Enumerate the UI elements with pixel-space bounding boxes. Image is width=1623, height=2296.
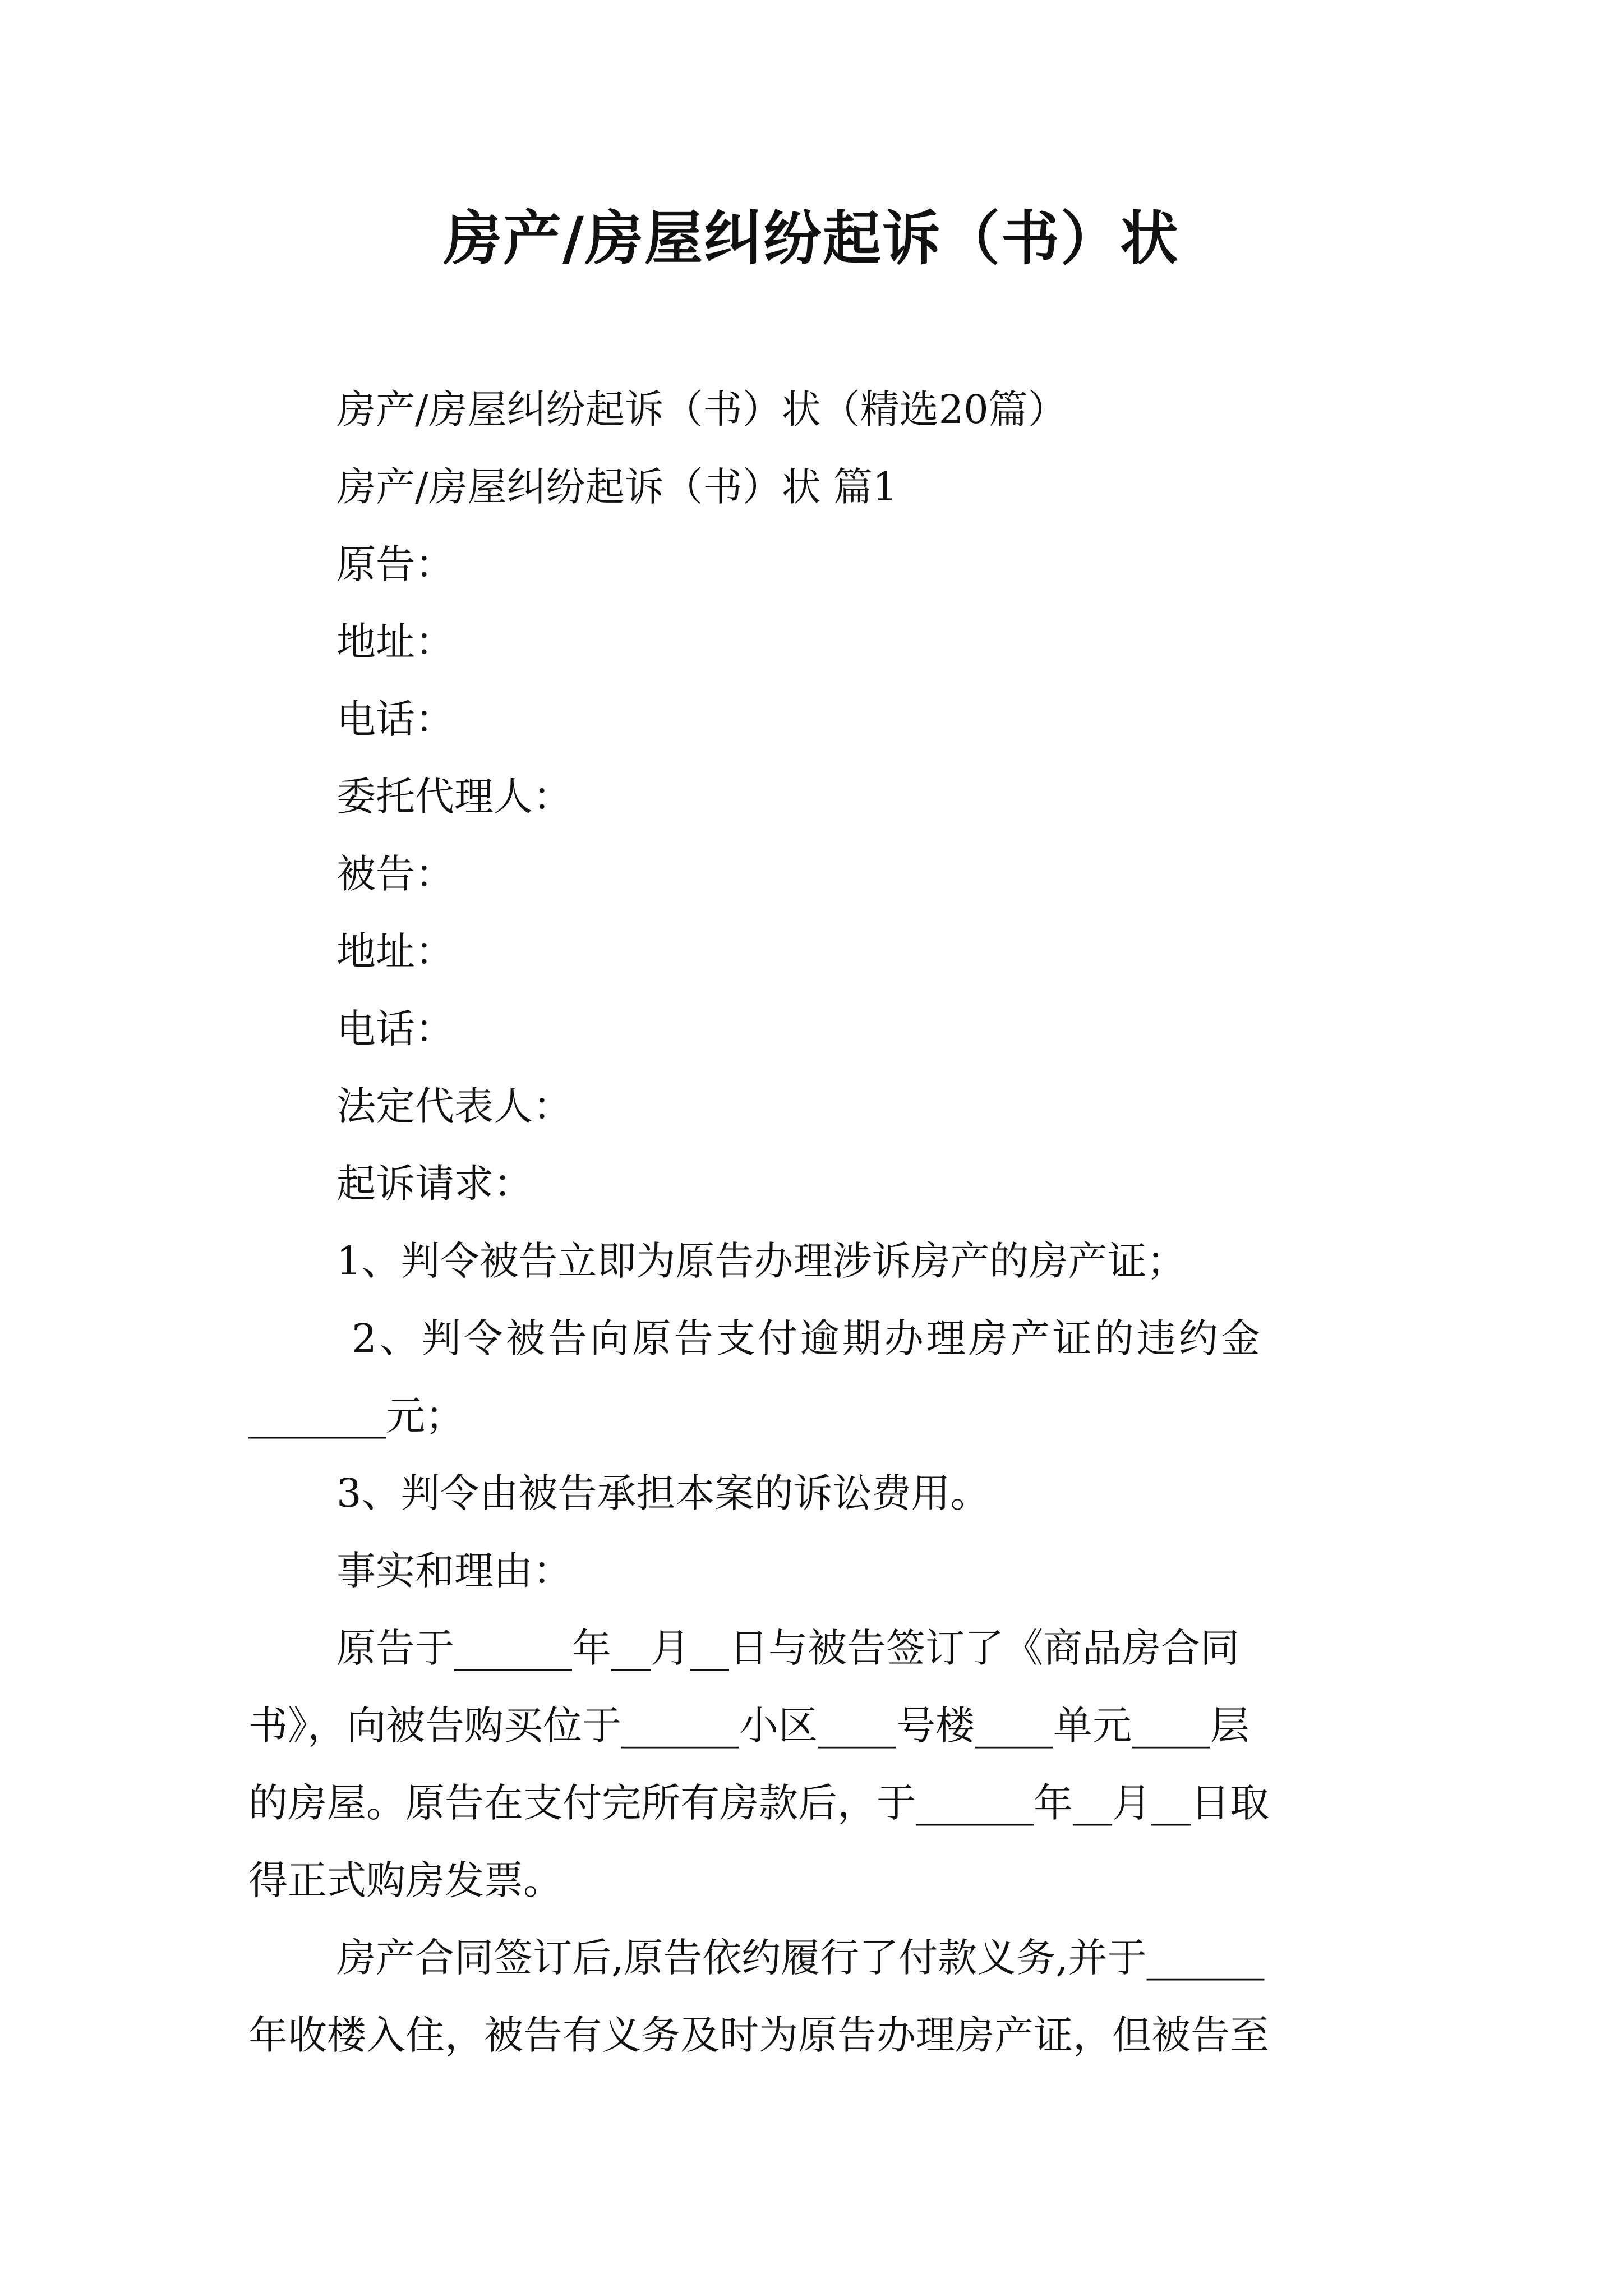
defendant-label: 被告： (336, 851, 454, 897)
facts-paragraph-1-line-1: 原告于______年__月__日与被告签订了《商品房合同 (336, 1625, 1239, 1671)
defendant-phone-label: 电话： (336, 1006, 454, 1052)
section-heading: 房产/房屋纠纷起诉（书）状 篇1 (336, 464, 898, 510)
plaintiff-address-label: 地址： (336, 619, 454, 665)
facts-paragraph-2-line-2: 年收楼入住，被告有义务及时为原告办理房产证，但被告至 (248, 2012, 1269, 2058)
claims-heading: 起诉请求： (336, 1161, 533, 1207)
facts-heading: 事实和理由： (336, 1548, 572, 1594)
claim-item-2: 2、判令被告向原告支付逾期办理房产证的违约金 (336, 1315, 1263, 1361)
facts-paragraph-1-line-3: 的房屋。原告在支付完所有房款后，于______年__月__日取 (248, 1780, 1269, 1826)
defendant-address-label: 地址： (336, 928, 454, 974)
agent-label: 委托代理人： (336, 774, 572, 820)
facts-paragraph-1-line-4: 得正式购房发票。 (248, 1857, 562, 1903)
facts-paragraph-2-line-1: 房产合同签订后,原告依约履行了付款义务,并于______ (336, 1935, 1265, 1981)
legal-representative-label: 法定代表人： (336, 1083, 572, 1129)
claim-item-2-continued: _______元； (248, 1393, 464, 1439)
plaintiff-phone-label: 电话： (336, 696, 454, 742)
claim-item-3: 3、判令由被告承担本案的诉讼费用。 (336, 1470, 990, 1516)
claim-item-1: 1、判令被告立即为原告办理涉诉房产的房产证； (336, 1238, 1186, 1284)
plaintiff-label: 原告： (336, 541, 454, 587)
facts-paragraph-1-line-2: 书》，向被告购买位于______小区____号楼____单元____层 (248, 1703, 1249, 1749)
document-subtitle: 房产/房屋纠纷起诉（书）状（精选20篇） (336, 386, 1067, 432)
document-title: 房产/房屋纠纷起诉（书）状 (444, 204, 1179, 273)
